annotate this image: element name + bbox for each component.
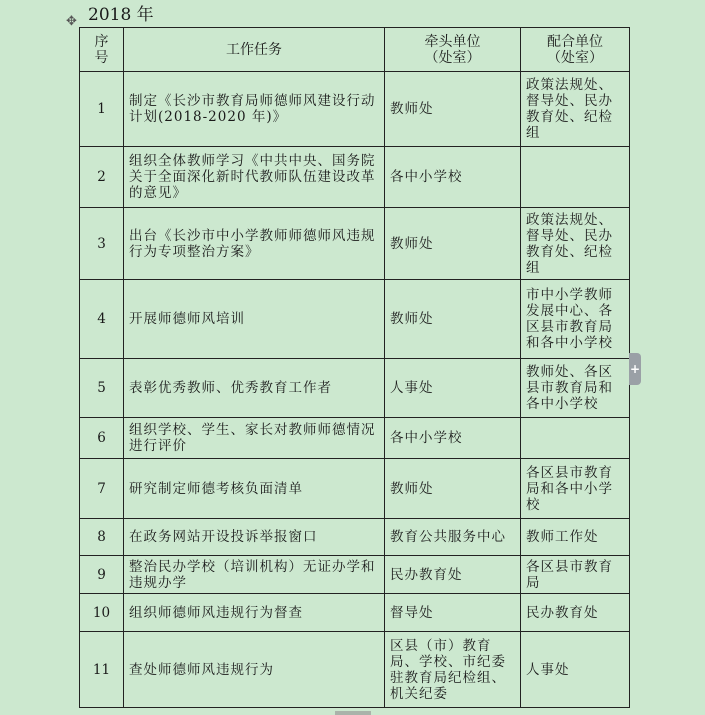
lead-unit-cell: 教师处 bbox=[385, 280, 521, 359]
task-table bbox=[79, 27, 630, 708]
table-row bbox=[80, 632, 630, 708]
row-number: 11 bbox=[80, 632, 124, 708]
table-row bbox=[80, 147, 630, 208]
table-row bbox=[80, 72, 630, 147]
task-cell: 组织学校、学生、家长对教师师德情况进行评价 bbox=[124, 418, 385, 459]
table-row bbox=[80, 280, 630, 359]
lead-unit-cell: 教师处 bbox=[385, 459, 521, 519]
coop-unit-cell bbox=[521, 147, 630, 208]
coop-unit-cell: 民办教育处 bbox=[521, 594, 630, 632]
task-cell: 表彰优秀教师、优秀教育工作者 bbox=[124, 359, 385, 418]
lead-unit-cell: 人事处 bbox=[385, 359, 521, 418]
row-number: 9 bbox=[80, 556, 124, 594]
lead-unit-cell: 教师处 bbox=[385, 72, 521, 147]
coop-unit-cell: 政策法规处、督导处、民办教育处、纪检组 bbox=[521, 208, 630, 280]
coop-unit-cell: 人事处 bbox=[521, 632, 630, 708]
table-row bbox=[80, 594, 630, 632]
task-cell: 研究制定师德考核负面清单 bbox=[124, 459, 385, 519]
coop-unit-cell: 各区县市教育局和各中小学校 bbox=[521, 459, 630, 519]
lead-unit-cell: 各中小学校 bbox=[385, 147, 521, 208]
table-row bbox=[80, 556, 630, 594]
header-coop: 配合单位 （处室） bbox=[521, 28, 630, 72]
task-cell: 出台《长沙市中小学教师师德师风违规行为专项整治方案》 bbox=[124, 208, 385, 280]
header-task: 工作任务 bbox=[124, 28, 385, 72]
row-number: 5 bbox=[80, 359, 124, 418]
lead-unit-cell: 区县（市）教育局、学校、市纪委驻教育局纪检组、机关纪委 bbox=[385, 632, 521, 708]
header-lead: 牵头单位 （处室） bbox=[385, 28, 521, 72]
table-header-row bbox=[80, 28, 630, 72]
coop-unit-cell: 教师处、各区县市教育局和各中小学校 bbox=[521, 359, 630, 418]
header-no: 序 号 bbox=[80, 28, 124, 72]
coop-unit-cell: 市中小学教师发展中心、各区县市教育局和各中小学校 bbox=[521, 280, 630, 359]
lead-unit-cell: 教育公共服务中心 bbox=[385, 519, 521, 556]
scroll-indicator bbox=[335, 711, 371, 715]
row-number: 6 bbox=[80, 418, 124, 459]
task-cell: 开展师德师风培训 bbox=[124, 280, 385, 359]
table-row bbox=[80, 519, 630, 556]
task-cell: 制定《长沙市教育局师德师风建设行动计划(2018-2020 年)》 bbox=[124, 72, 385, 147]
coop-unit-cell: 各区县市教育局 bbox=[521, 556, 630, 594]
table-row bbox=[80, 208, 630, 280]
row-number: 10 bbox=[80, 594, 124, 632]
lead-unit-cell: 教师处 bbox=[385, 208, 521, 280]
row-number: 1 bbox=[80, 72, 124, 147]
coop-unit-cell: 政策法规处、督导处、民办教育处、纪检组 bbox=[521, 72, 630, 147]
coop-unit-cell bbox=[521, 418, 630, 459]
row-number: 7 bbox=[80, 459, 124, 519]
table-row bbox=[80, 359, 630, 418]
row-number: 4 bbox=[80, 280, 124, 359]
task-cell: 整治民办学校（培训机构）无证办学和违规办学 bbox=[124, 556, 385, 594]
task-cell: 组织师德师风违规行为督查 bbox=[124, 594, 385, 632]
insert-column-plus-icon[interactable]: + bbox=[629, 353, 641, 385]
table-row bbox=[80, 418, 630, 459]
lead-unit-cell: 督导处 bbox=[385, 594, 521, 632]
lead-unit-cell: 民办教育处 bbox=[385, 556, 521, 594]
row-number: 8 bbox=[80, 519, 124, 556]
task-cell: 在政务网站开设投诉举报窗口 bbox=[124, 519, 385, 556]
coop-unit-cell: 教师工作处 bbox=[521, 519, 630, 556]
row-number: 3 bbox=[80, 208, 124, 280]
lead-unit-cell: 各中小学校 bbox=[385, 418, 521, 459]
table-move-handle-icon[interactable]: ✥ bbox=[66, 14, 77, 29]
task-cell: 组织全体教师学习《中共中央、国务院关于全面深化新时代教师队伍建设改革的意见》 bbox=[124, 147, 385, 208]
year-heading: 2018 年 bbox=[88, 5, 154, 25]
row-number: 2 bbox=[80, 147, 124, 208]
table-row bbox=[80, 459, 630, 519]
task-cell: 查处师德师风违规行为 bbox=[124, 632, 385, 708]
